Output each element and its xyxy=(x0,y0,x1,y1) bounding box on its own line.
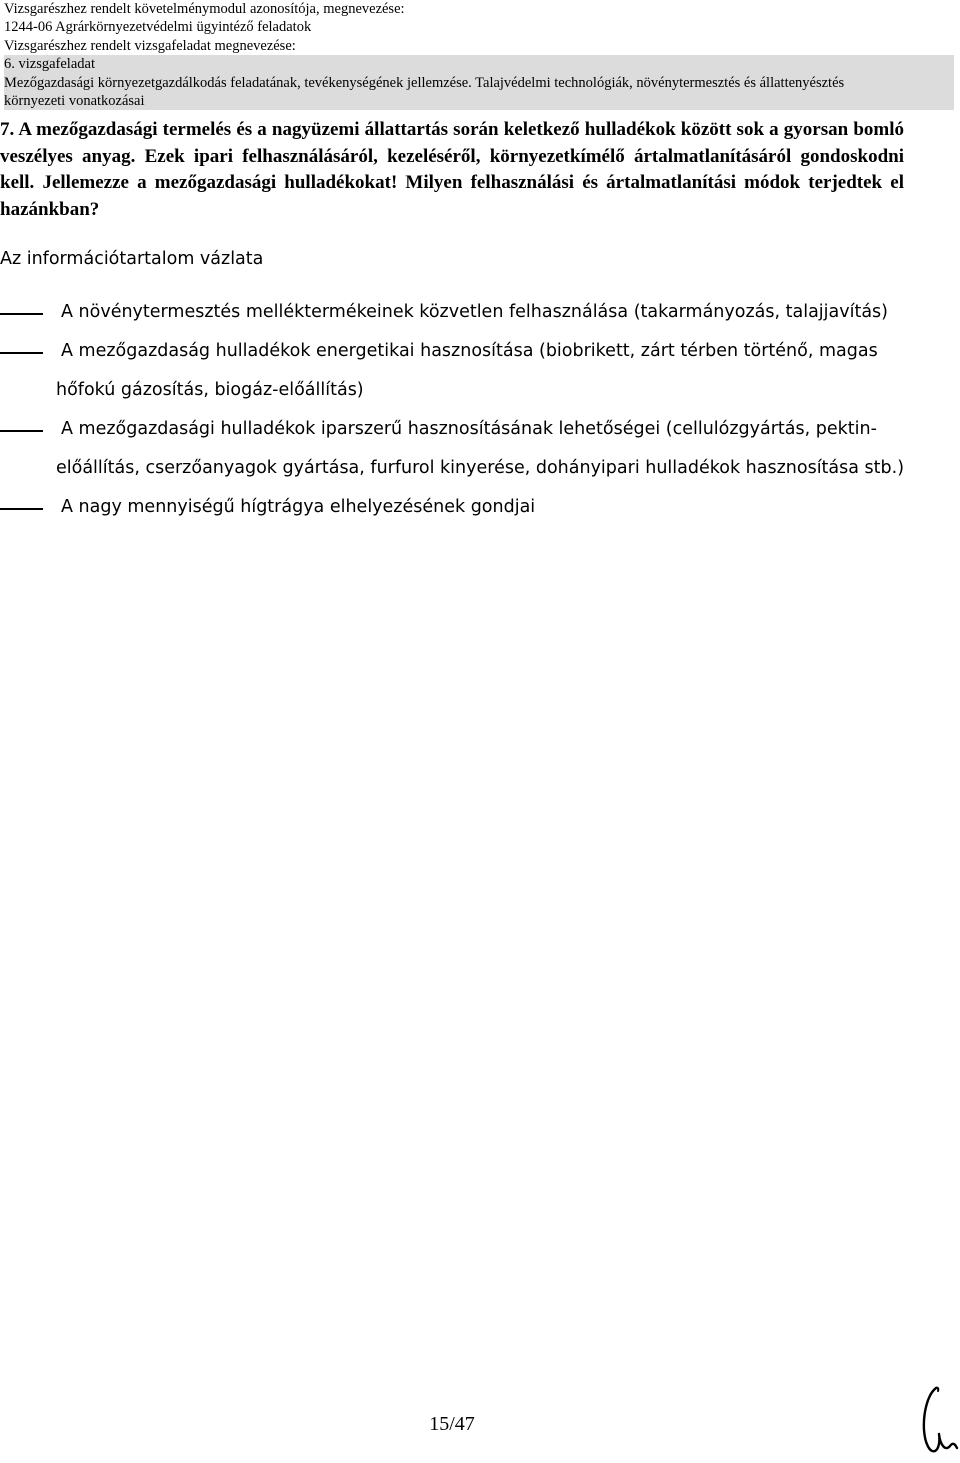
list-item xyxy=(0,488,940,527)
header-line: környezeti vonatkozásai xyxy=(4,92,954,110)
list-item xyxy=(0,293,940,332)
list-item-text: A mezőgazdasági hulladékok iparszerű hasznosításának lehetőségei (cellulózgyártás, pektin-előállítás, cserzőanyagok gyártása, furfurol kinyerése, dohányipari hulladékok hasznosítása stb.) xyxy=(56,419,905,478)
dash-bullet-icon xyxy=(0,508,43,510)
list-item xyxy=(0,332,940,410)
list-item-text: A mezőgazdaság hulladékok energetikai hasznosítása (biobrikett, zárt térben történő, magas hőfokú gázosítás, biogáz-előállítás) xyxy=(56,341,878,400)
document-header xyxy=(4,0,954,110)
dash-bullet-icon xyxy=(0,313,43,315)
dash-bullet-icon xyxy=(0,430,43,432)
page-number: 15/47 xyxy=(429,1413,475,1435)
signature-mark xyxy=(918,1384,960,1458)
header-line: Vizsgarészhez rendelt követelménymodul azonosítója, megnevezése: xyxy=(4,1,405,17)
header-line: 6. vizsgafeladat xyxy=(4,55,954,73)
outline-title: Az információtartalom vázlata xyxy=(0,249,264,269)
list-item-text: A növénytermesztés melléktermékeinek közvetlen felhasználása (takarmányozás, talajjavítás) xyxy=(61,302,888,322)
list-item-text: A nagy mennyiségű hígtrágya elhelyezésének gondjai xyxy=(61,497,536,517)
outline-list xyxy=(0,293,940,527)
header-line: 1244-06 Agrárkörnyezetvédelmi ügyintéző feladatok xyxy=(4,19,312,36)
dash-bullet-icon xyxy=(0,352,43,354)
list-item xyxy=(0,410,940,488)
exam-question: 7. A mezőgazdasági termelés és a nagyüzemi állattartás során keletkező hulladékok között sok a gyorsan bomló veszélyes anyag. Ezek ipari felhasználásáról, kezeléséről, környezetkímélő ártalmatlanításáról gondoskodni kell. Jellemezze a mezőgazdasági hulladékokat! Milyen felhasználási és ártalmatlanítási módok terjedtek el hazánkban? xyxy=(0,119,904,220)
header-line: Vizsgarészhez rendelt vizsgafeladat megnevezése: xyxy=(4,37,296,54)
header-line: Mezőgazdasági környezetgazdálkodás feladatának, tevékenységének jellemzése. Talajvédelmi technológiák, növénytermesztés és állattenyésztés xyxy=(4,74,954,92)
